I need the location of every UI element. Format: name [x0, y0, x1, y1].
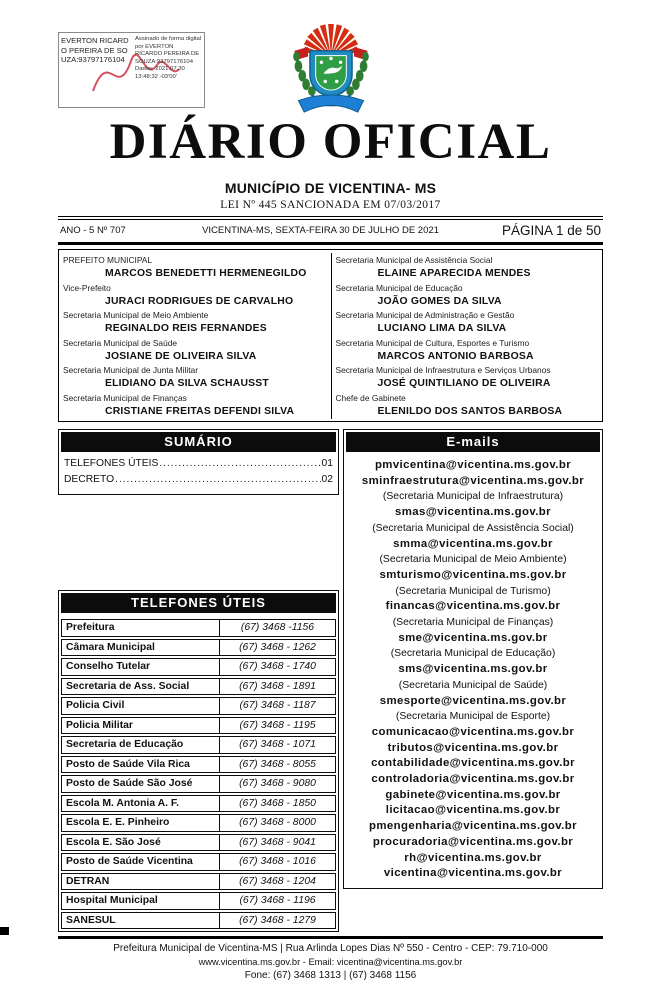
phone-number: (67) 3468 - 1740 — [239, 661, 316, 672]
page-corner-mark — [0, 927, 9, 935]
email-line: smas@vicentina.ms.gov.br — [395, 506, 551, 519]
phone-table-row — [61, 717, 336, 735]
official-entry — [63, 254, 327, 282]
email-line: (Secretaria Municipal de Educação) — [390, 648, 556, 660]
municipality-line: MUNICÍPIO DE VICENTINA- MS — [224, 180, 437, 196]
phone-table-row — [61, 814, 336, 832]
official-role: Vice-Prefeito — [63, 282, 111, 293]
phone-number: (67) 3468 - 1262 — [239, 641, 316, 653]
summary-dot-leader — [115, 472, 320, 488]
official-entry — [336, 309, 599, 337]
phone-number: (67) 3468 - 1891 — [239, 680, 316, 692]
phone-number: (67) 3468 -1156 — [240, 622, 315, 633]
phone-number: (67) 3468 - 9041 — [239, 836, 316, 848]
phone-table-row — [61, 775, 336, 793]
phone-table-row — [61, 678, 336, 696]
email-line: (Secretaria Municipal de Finanças) — [392, 617, 554, 629]
email-line: controladoria@vicentina.ms.gov.br — [371, 773, 575, 786]
digital-signature-box — [58, 32, 205, 108]
email-line: contabilidade@vicentina.ms.gov.br — [371, 757, 575, 770]
official-entry — [63, 364, 327, 392]
email-line: (Secretaria Municipal de Esporte) — [395, 711, 551, 723]
official-name: JURACI RODRIGUES DE CARVALHO — [105, 295, 294, 307]
email-line: sms@vicentina.ms.gov.br — [398, 663, 548, 676]
crest-shield — [309, 51, 351, 96]
official-name: ELAINE APARECIDA MENDES — [377, 268, 531, 279]
signature-detail-text: Assinado de forma digital por EVERTON RICARDO PEREIRA DE SOUZA:93797176104 Dados: 2021.07.30 13:48:32 -03'00' — [135, 36, 202, 80]
phone-table-row — [61, 658, 336, 676]
email-line: rh@vicentina.ms.gov.br — [404, 851, 542, 864]
official-entry — [63, 282, 327, 310]
phone-entity-name: Policia Civil — [62, 698, 220, 714]
edition-band — [58, 220, 603, 245]
phone-table-row — [61, 619, 336, 637]
phone-entity-name: DETRAN — [62, 874, 220, 890]
email-line: pmvicentina@vicentina.ms.gov.br — [374, 459, 572, 471]
law-line: LEI Nº 445 SANCIONADA EM 07/03/2017 — [220, 199, 441, 211]
officials-roster — [58, 249, 603, 422]
official-entry — [336, 282, 599, 310]
edition-year-number: ANO - 5 Nº 707 — [60, 225, 126, 236]
email-line: smesporte@vicentina.ms.gov.br — [379, 694, 567, 707]
official-entry — [336, 254, 599, 282]
phones-title-bar: TELEFONES ÚTEIS — [61, 593, 336, 613]
email-line: comunicacao@vicentina.ms.gov.br — [371, 725, 575, 738]
phone-table-row — [61, 756, 336, 774]
phone-number: (67) 3468 - 1279 — [239, 914, 316, 926]
officials-column-left — [59, 253, 331, 419]
phone-number: (67) 3468 - 1204 — [239, 875, 316, 887]
emails-title-bar: E-mails — [346, 432, 600, 452]
official-role: Secretaria Municipal de Meio Ambiente — [63, 310, 209, 320]
phone-table-row — [61, 639, 336, 657]
official-role: Secretaria Municipal de Educação — [335, 282, 463, 293]
page-header — [58, 30, 603, 114]
official-role: Secretaria Municipal de Finanças — [63, 392, 187, 403]
phone-table-row — [61, 795, 336, 813]
phone-number: (67) 3468 - 8000 — [239, 817, 316, 828]
official-name: ELENILDO DOS SANTOS BARBOSA — [377, 405, 563, 417]
page-footer — [58, 936, 603, 983]
official-role: Secretaria Municipal de Infraestrutura e Serviços Urbanos — [335, 365, 551, 375]
official-name: JOÃO GOMES DA SILVA — [377, 295, 502, 307]
edition-page-indicator: PÁGINA 1 de 50 — [501, 223, 601, 238]
phone-entity-name: Hospital Municipal — [62, 893, 220, 909]
email-line: smturismo@vicentina.ms.gov.br — [379, 568, 567, 581]
email-line: tributos@vicentina.ms.gov.br — [387, 741, 559, 754]
email-line: (Secretaria Municipal de Turismo) — [395, 585, 551, 597]
emails-box — [343, 429, 603, 889]
phone-number: (67) 3468 - 9080 — [239, 778, 316, 789]
official-name: MARCOS ANTONIO BARBOSA — [377, 350, 534, 362]
email-line: smma@vicentina.ms.gov.br — [393, 537, 553, 550]
summary-list — [59, 454, 338, 494]
phone-entity-name: Conselho Tutelar — [62, 659, 220, 675]
official-role: Secretaria Municipal de Saúde — [63, 337, 178, 348]
phone-table-row — [61, 736, 336, 754]
emails-list — [344, 454, 602, 888]
email-line: (Secretaria Municipal de Assistência Social) — [372, 522, 574, 534]
phone-table-row — [61, 912, 336, 930]
summary-dot-leader — [159, 456, 320, 472]
summary-item-page: 02 — [321, 474, 333, 485]
edition-date: VICENTINA-MS, SEXTA-FEIRA 30 DE JULHO DE 2021 — [202, 225, 439, 236]
official-role: Secretaria Municipal de Assistência Social — [335, 255, 493, 265]
official-name: CRISTIANE FREITAS DEFENDI SILVA — [105, 405, 295, 417]
official-name: LUCIANO LIMA DA SILVA — [377, 323, 507, 334]
official-name: JOSIANE DE OLIVEIRA SILVA — [105, 350, 257, 362]
phone-entity-name: Posto de Saúde Vila Rica — [62, 757, 220, 773]
right-column — [343, 429, 603, 889]
email-line: sminfraestrutura@vicentina.ms.gov.br — [361, 474, 585, 487]
email-line: licitacao@vicentina.ms.gov.br — [385, 804, 561, 817]
email-line: gabinete@vicentina.ms.gov.br — [385, 788, 561, 801]
email-line: pmengenharia@vicentina.ms.gov.br — [369, 820, 577, 833]
email-line: sme@vicentina.ms.gov.br — [398, 631, 548, 644]
summary-item-label: TELEFONES ÚTEIS — [64, 458, 159, 469]
summary-item — [64, 456, 333, 472]
official-entry — [336, 337, 599, 365]
official-name: ELIDIANO DA SILVA SCHAUSST — [105, 378, 269, 389]
signature-signer-name: EVERTON RICARDO PEREIRA DE SOUZA:93797176104 — [61, 36, 129, 65]
official-entry — [63, 309, 327, 337]
email-line: procuradoria@vicentina.ms.gov.br — [372, 835, 574, 848]
phone-number: (67) 3468 - 8055 — [239, 758, 316, 770]
official-entry — [336, 392, 599, 420]
phone-table-row — [61, 834, 336, 852]
phone-number: (67) 3468 - 1195 — [239, 719, 316, 731]
municipal-coat-of-arms-icon — [283, 24, 379, 114]
phone-table-row — [61, 873, 336, 891]
official-role: Secretaria Municipal de Junta Militar — [63, 365, 198, 375]
officials-column-right — [331, 253, 603, 419]
email-line: (Secretaria Municipal de Meio Ambiente) — [379, 554, 567, 566]
official-role: PREFEITO MUNICIPAL — [63, 255, 153, 265]
official-entry — [63, 392, 327, 420]
official-name: JOSÉ QUINTILIANO DE OLIVEIRA — [377, 378, 551, 389]
email-line: financas@vicentina.ms.gov.br — [385, 600, 561, 613]
phone-entity-name: Posto de Saúde Vicentina — [62, 854, 220, 870]
phone-number: (67) 3468 - 1196 — [239, 895, 316, 906]
phone-table-row — [61, 892, 336, 910]
phone-number: (67) 3468 - 1016 — [239, 856, 316, 867]
official-role: Secretaria Municipal de Administração e Gestão — [335, 310, 515, 320]
summary-item-page: 01 — [321, 458, 333, 469]
official-role: Secretaria Municipal de Cultura, Esportes e Turismo — [335, 337, 530, 348]
official-entry — [63, 337, 327, 365]
phone-entity-name: Secretaria de Educação — [62, 737, 220, 753]
phone-entity-name: Prefeitura — [62, 620, 220, 636]
phones-box — [58, 590, 339, 932]
email-line: (Secretaria Municipal de Infraestrutura) — [382, 491, 564, 503]
official-name: REGINALDO REIS FERNANDES — [105, 323, 267, 334]
phone-entity-name: Escola E. São José — [62, 835, 220, 851]
phones-table — [59, 615, 338, 931]
email-line: (Secretaria Municipal de Saúde) — [398, 679, 548, 691]
official-name: MARCOS BENEDETTI HERMENEGILDO — [105, 268, 307, 279]
official-entry — [336, 364, 599, 392]
footer-phone-line: Fone: (67) 3468 1313 | (67) 3468 1156 — [244, 970, 417, 981]
phone-entity-name: Secretaria de Ass. Social — [62, 679, 220, 695]
phone-entity-name: Câmara Municipal — [62, 640, 220, 656]
gazette-title: DIÁRIO OFICIAL — [109, 114, 552, 170]
official-role: Chefe de Gabinete — [335, 392, 406, 403]
crest-ribbon — [298, 95, 363, 112]
phone-table-row — [61, 697, 336, 715]
phone-table-row — [61, 853, 336, 871]
left-column — [58, 429, 339, 932]
phone-entity-name: Posto de Saúde São José — [62, 776, 220, 792]
summary-item — [64, 472, 333, 488]
summary-title-bar: SUMÁRIO — [61, 432, 336, 452]
phone-number: (67) 3468 - 1187 — [239, 700, 316, 711]
footer-web-email-line: www.vicentina.ms.gov.br - Email: vicentina@vicentina.ms.gov.br — [198, 957, 463, 967]
email-line: vicentina@vicentina.ms.gov.br — [383, 867, 563, 880]
summary-box — [58, 429, 339, 495]
phone-number: (67) 3468 - 1071 — [239, 739, 316, 750]
phone-entity-name: Escola M. Antonia A. F. — [62, 796, 220, 812]
phone-entity-name: Policia Militar — [62, 718, 220, 734]
phone-entity-name: Escola E. E. Pinheiro — [62, 815, 220, 831]
phone-entity-name: SANESUL — [62, 913, 220, 929]
phone-number: (67) 3468 - 1850 — [239, 797, 316, 809]
summary-item-label: DECRETO — [64, 474, 115, 485]
footer-address-line: Prefeitura Municipal de Vicentina-MS | Rua Arlinda Lopes Dias Nº 550 - Centro - CEP: 79.710-000 — [113, 943, 548, 954]
